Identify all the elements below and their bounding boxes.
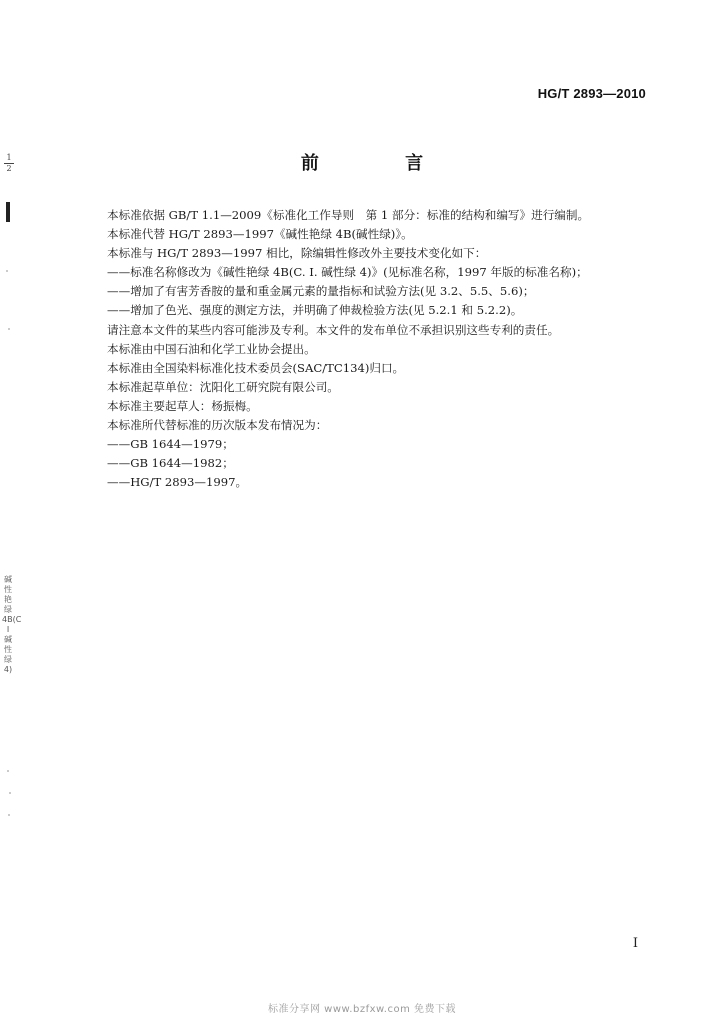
scan-speck	[9, 792, 11, 794]
preface-body	[107, 206, 667, 492]
body-line: 本标准所代替标准的历次版本发布情况为：	[107, 418, 328, 433]
body-line: 本标准与 HG/T 2893—1997 相比，除编辑性修改外主要技术变化如下：	[107, 246, 487, 261]
scan-speck	[7, 770, 9, 772]
body-line: 请注意本文件的某些内容可能涉及专利。本文件的发布单位不承担识别这些专利的责任。	[107, 322, 560, 337]
body-line: 本标准由中国石油和化学工业协会提出。	[107, 341, 316, 356]
body-line: 本标准由全国染料标准化技术委员会(SAC/TC134)归口。	[107, 360, 405, 375]
watermark-footer: 标准分享网 www.bzfxw.com 免费下载	[268, 1004, 456, 1015]
body-line: ——增加了色光、强度的测定方法，并明确了伸裁检验方法(见 5.2.1 和 5.2.2)。	[107, 303, 523, 318]
scan-speck	[8, 814, 10, 816]
page-number: I	[632, 936, 638, 951]
body-line: 本标准起草单位：沈阳化工研究院有限公司。	[107, 379, 339, 394]
margin-fraction-top: 1	[6, 153, 12, 162]
body-line: ——GB 1644—1979；	[107, 437, 234, 452]
body-line: ——增加了有害芳香胺的量和重金属元素的量指标和试验方法(见 3.2、5.5、5.6)；	[107, 284, 535, 299]
margin-fraction	[4, 154, 14, 173]
page-title: 前 言	[300, 153, 464, 174]
body-line: 本标准依据 GB/T 1.1—2009《标准化工作导则 第 1 部分：标准的结构和编写》进行编制。	[107, 208, 590, 222]
body-line: ——HG/T 2893—1997。	[107, 475, 248, 490]
margin-binding-mark	[6, 202, 10, 222]
margin-vertical-text: 碱性艳绿4B(C I 碱性绿4)	[2, 575, 22, 674]
body-line: ——GB 1644—1982；	[107, 456, 234, 471]
body-line: ——标准名称修改为《碱性艳绿 4B(C. I. 碱性绿 4)》(见标准名称，1997 年版的标准名称)；	[107, 265, 588, 280]
standard-code: HG/T 2893—2010	[537, 86, 646, 101]
margin-fraction-bottom: 2	[6, 164, 12, 173]
scan-speck	[8, 328, 10, 330]
body-line: 本标准主要起草人：杨振梅。	[107, 398, 258, 413]
scan-speck	[6, 270, 8, 272]
body-line: 本标准代替 HG/T 2893—1997《碱性艳绿 4B(碱性绿)》。	[107, 227, 413, 242]
